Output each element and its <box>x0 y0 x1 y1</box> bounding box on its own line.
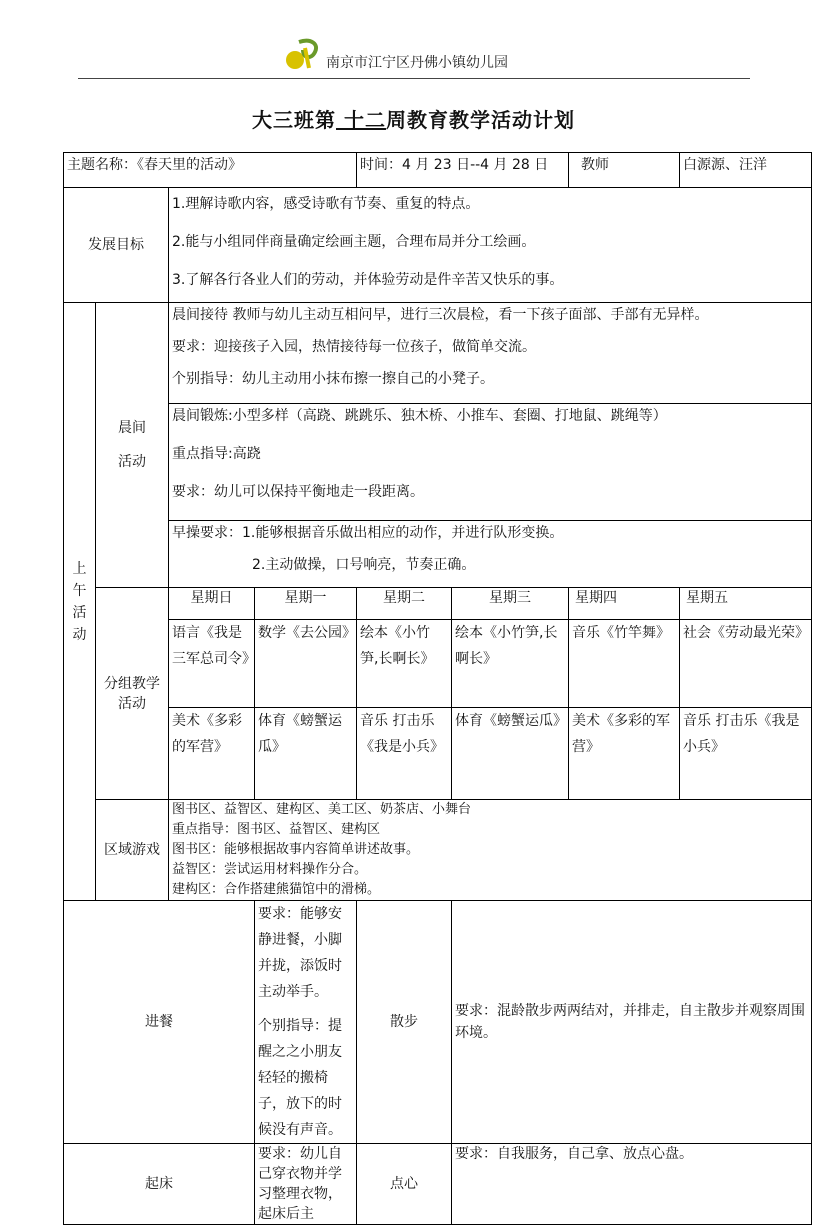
drill-cell <box>169 521 812 588</box>
area-line: 建构区：合作搭建熊猫馆中的滑梯。 <box>172 882 381 897</box>
walk-requirement: 要求：混龄散步两两结对，并排走，自主散步并观察周围环境。 <box>452 901 812 1144</box>
exercise-cell <box>169 404 812 521</box>
morning-activity-label <box>96 303 169 588</box>
snack-requirement: 要求：自我服务，自己拿、放点心盘。 <box>452 1144 812 1225</box>
drill-line: 2.主动做操，口号响亮，节奏正确。 <box>252 557 476 573</box>
reception-line: 晨间接待 教师与幼儿主动互相问早，进行三次晨检，看一下孩子面部、手部有无异样。 <box>172 307 709 323</box>
morning-label-line2: 活动 <box>118 454 146 470</box>
page-title <box>0 104 827 133</box>
activity-cell: 语言《我是三军总司令》 <box>169 620 255 708</box>
activity-cell: 美术《多彩的军营》 <box>169 708 255 800</box>
activity-cell: 体育《螃蟹运瓜》 <box>255 708 357 800</box>
title-week: 十二 <box>336 108 386 132</box>
day-header: 星期五 <box>680 588 812 620</box>
exercise-line: 重点指导:高跷 <box>172 446 261 462</box>
area-cell <box>169 800 812 901</box>
snack-label: 点心 <box>357 1144 452 1225</box>
activity-cell: 绘本《小竹笋,长啊长》 <box>357 620 452 708</box>
day-header: 星期四 <box>569 588 680 620</box>
day-header: 星期日 <box>169 588 255 620</box>
activity-cell: 社会《劳动最光荣》 <box>680 620 812 708</box>
reception-cell <box>169 303 812 404</box>
reception-line: 要求：迎接孩子入园，热情接待每一位孩子，做简单交流。 <box>172 339 536 355</box>
morning-section-label: 上午活动 <box>64 303 96 901</box>
area-line: 益智区：尝试运用材料操作分合。 <box>172 862 368 877</box>
title-suffix: 周教育教学活动计划 <box>385 108 575 132</box>
area-line: 重点指导：图书区、益智区、建构区 <box>172 822 381 837</box>
activity-cell: 音乐 打击乐《我是小兵》 <box>357 708 452 800</box>
area-label: 区域游戏 <box>96 800 169 901</box>
teacher-label: 教师 <box>569 153 680 188</box>
reception-line: 个别指导：幼儿主动用小抹布擦一擦自己的小凳子。 <box>172 371 494 387</box>
meal-label: 进餐 <box>64 901 255 1144</box>
day-header: 星期一 <box>255 588 357 620</box>
teacher-names: 白源源、汪洋 <box>680 153 812 188</box>
title-prefix: 大三班第 <box>252 108 337 132</box>
meal-cell <box>255 901 357 1144</box>
day-header: 星期三 <box>452 588 569 620</box>
goal-item: 2.能与小组同伴商量确定绘画主题，合理布局并分工绘画。 <box>172 234 536 250</box>
nap-requirement: 要求：幼儿自己穿衣物并学习整理衣物，起床后主 <box>255 1144 357 1225</box>
theme-cell: 主题名称：《春天里的活动》 <box>64 153 357 188</box>
goal-item: 3.了解各行各业人们的劳动，并体验劳动是件辛苦又快乐的事。 <box>172 272 564 288</box>
activity-cell: 体育《螃蟹运瓜》 <box>452 708 569 800</box>
group-label: 分组教学活动 <box>96 588 169 800</box>
meal-guidance: 个别指导：提醒之之小朋友轻轻的搬椅子，放下的时候没有声音。 <box>258 1018 342 1138</box>
activity-cell: 音乐《竹竿舞》 <box>569 620 680 708</box>
exercise-line: 晨间锻炼:小型多样（高跷、跳跳乐、独木桥、小推车、套圈、打地鼠、跳绳等） <box>172 408 667 424</box>
plan-table <box>63 152 812 1225</box>
activity-cell: 数学《去公园》 <box>255 620 357 708</box>
time-cell: 时间：4 月 23 日--4 月 28 日 <box>357 153 569 188</box>
kindergarten-logo <box>285 38 321 72</box>
activity-cell: 美术《多彩的军营》 <box>569 708 680 800</box>
drill-line: 早操要求：1.能够根据音乐做出相应的动作，并进行队形变换。 <box>172 525 564 541</box>
goals-label: 发展目标 <box>64 188 169 303</box>
activity-cell: 绘本《小竹笋,长啊长》 <box>452 620 569 708</box>
goal-item: 1.理解诗歌内容，感受诗歌有节奏、重复的特点。 <box>172 196 480 212</box>
school-name: 南京市江宁区丹佛小镇幼儿园 <box>326 55 508 71</box>
morning-label-line1: 晨间 <box>118 420 146 436</box>
nap-label: 起床 <box>64 1144 255 1225</box>
goals-cell <box>169 188 812 303</box>
walk-label: 散步 <box>357 901 452 1144</box>
meal-requirement: 要求：能够安静进餐，小脚并拢，添饭时主动举手。 <box>258 906 342 1000</box>
day-header: 星期二 <box>357 588 452 620</box>
header-divider <box>78 78 750 79</box>
area-line: 图书区、益智区、建构区、美工区、奶茶店、小舞台 <box>172 802 472 817</box>
area-line: 图书区：能够根据故事内容简单讲述故事。 <box>172 842 420 857</box>
exercise-line: 要求：幼儿可以保持平衡地走一段距离。 <box>172 484 424 500</box>
activity-cell: 音乐 打击乐《我是小兵》 <box>680 708 812 800</box>
page-header <box>0 30 827 80</box>
